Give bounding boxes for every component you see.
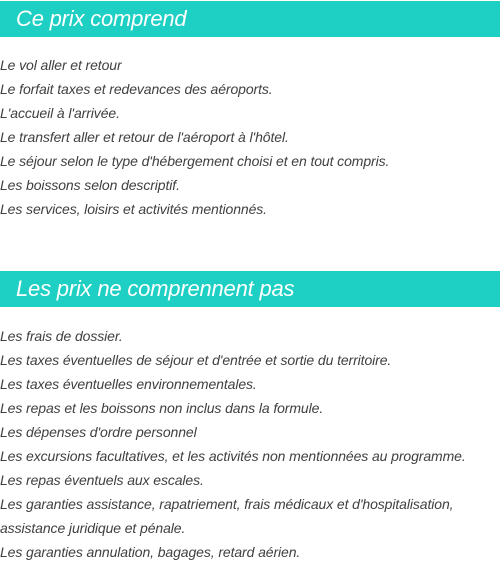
- excluded-item: Les excursions facultatives, et les activités non mentionnées au programme.: [0, 448, 466, 464]
- included-item: Le vol aller et retour: [0, 57, 122, 73]
- excluded-item: Les garanties assistance, rapatriement, frais médicaux et d'hospitalisation, assistance juridique et pénale.: [0, 496, 454, 536]
- excluded-item: Les dépenses d'ordre personnel: [0, 424, 197, 440]
- included-item: Les services, loisirs et activités mentionnés.: [0, 201, 267, 217]
- excluded-section-header: [0, 271, 500, 307]
- excluded-item: Les garanties annulation, bagages, retard aérien.: [0, 544, 301, 560]
- excluded-item: Les taxes éventuelles de séjour et d'entrée et sortie du territoire.: [0, 352, 392, 368]
- excluded-items-list: [0, 324, 500, 564]
- included-item: Le forfait taxes et redevances des aéroports.: [0, 81, 273, 97]
- included-item: Le transfert aller et retour de l'aéroport à l'hôtel.: [0, 129, 289, 145]
- included-items-list: [0, 53, 500, 221]
- included-section-header: [0, 1, 500, 37]
- excluded-item: Les taxes éventuelles environnementales.: [0, 376, 257, 392]
- excluded-item: Les frais de dossier.: [0, 328, 123, 344]
- included-item: L'accueil à l'arrivée.: [0, 105, 120, 121]
- excluded-item: Les repas et les boissons non inclus dans la formule.: [0, 400, 324, 416]
- excluded-item: Les repas éventuels aux escales.: [0, 472, 204, 488]
- included-item: Le séjour selon le type d'hébergement choisi et en tout compris.: [0, 153, 390, 169]
- included-section-title: Ce prix comprend: [16, 6, 187, 31]
- included-item: Les boissons selon descriptif.: [0, 177, 180, 193]
- excluded-section-title: Les prix ne comprennent pas: [16, 276, 295, 301]
